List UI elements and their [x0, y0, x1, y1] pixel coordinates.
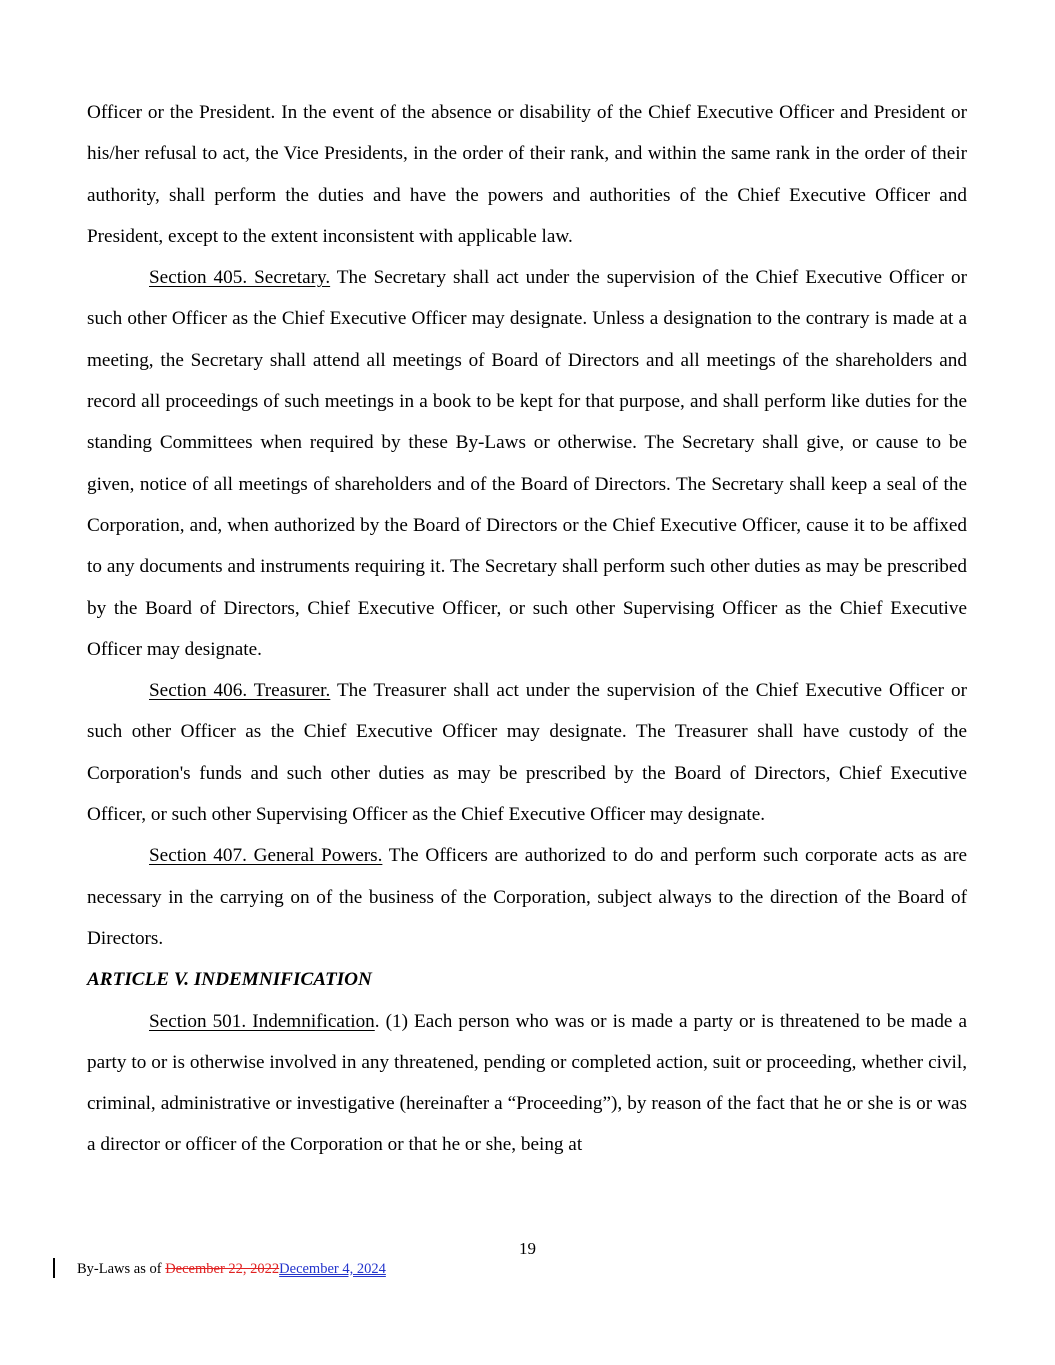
- page-number: 19: [519, 1239, 536, 1258]
- section-406-treasurer: [87, 670, 967, 835]
- section-heading: Section 407. General Powers.: [149, 845, 383, 867]
- section-501-indemnification: [87, 1001, 967, 1166]
- article-v-heading: ARTICLE V. INDEMNIFICATION: [87, 969, 372, 991]
- inserted-date: December 4, 2024: [279, 1261, 386, 1277]
- section-407-general-powers: [87, 835, 967, 959]
- section-heading: Section 405. Secretary.: [149, 267, 331, 289]
- change-bar: [53, 1258, 55, 1278]
- footer-text: [77, 1258, 386, 1280]
- footer-prefix: By-Laws as of: [77, 1261, 166, 1277]
- section-text: The Officers are authorized to do and perform such corporate acts as are necessary in the carrying on of the business of the Corporation, subject always to the direction of the Board of Directors.: [87, 845, 967, 949]
- section-text: The Secretary shall act under the supervision of the Chief Executive Officer or such other Officer as the Chief Executive Officer may designate. Unless a designation to the contrary is made at a meeting, the Secretary shall attend all meetings of Board of Directors and all meetings of the shareholders and record all proceedings of such meetings in a book to be kept for that purpose, and shall perform like duties for the standing Committees when required by these By-Laws or otherwise. The Secretary shall give, or cause to be given, notice of all meetings of shareholders and of the Board of Directors. The Secretary shall keep a seal of the Corporation, and, when authorized by the Board of Directors or the Chief Executive Officer, cause it to be affixed to any documents and instruments requiring it. The Secretary shall perform such other duties as may be prescribed by the Board of Directors, Chief Executive Officer, or such other Supervising Officer as the Chief Executive Officer may designate.: [87, 267, 968, 660]
- document-body: [87, 92, 967, 1166]
- section-text: . (1) Each person who was or is made a party or is threatened to be made a party to or is otherwise involved in any threatened, pending or completed action, suit or proceeding, whether civil, criminal, administrative or investigative (hereinafter a “Proceeding”), by reason of the fact that he or she is or was a director or officer of the Corporation or that he or she, being at: [87, 1010, 968, 1156]
- deleted-date: December 22, 2022: [165, 1261, 280, 1277]
- section-text: The Treasurer shall act under the supervision of the Chief Executive Officer or such other Officer as the Chief Executive Officer may designate. The Treasurer shall have custody of the Corporation's funds and such other duties as may be prescribed by the Board of Directors, Chief Executive Officer, or such other Supervising Officer as the Chief Executive Officer may designate.: [87, 680, 967, 826]
- section-405-secretary: [87, 257, 967, 670]
- section-heading: Section 406. Treasurer.: [149, 680, 331, 702]
- paragraph-text: Officer or the President. In the event of the absence or disability of the Chief Executive Officer and President or his/her refusal to act, the Vice Presidents, in the order of their rank, and within the same rank in the order of their authority, shall perform the duties and have the powers and authorities of the Chief Executive Officer and President, except to the extent inconsistent with applicable law.: [87, 102, 967, 247]
- section-heading: Section 501. Indemnification: [149, 1010, 375, 1032]
- paragraph-officer-absence: [87, 92, 967, 257]
